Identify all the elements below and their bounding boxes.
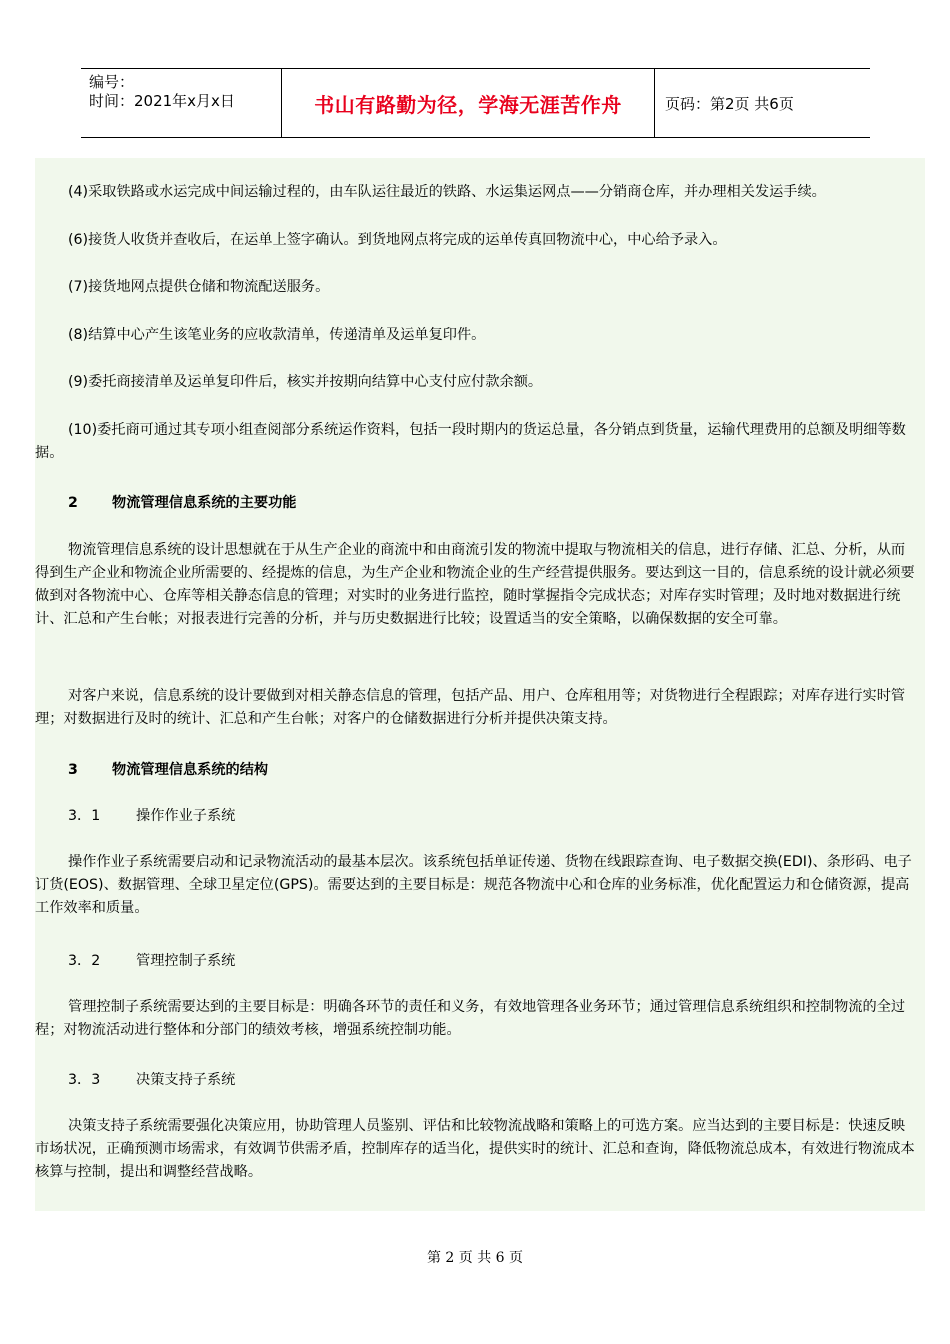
subsection-heading (68, 1069, 235, 1089)
paragraph: 管理控制子系统需要达到的主要目标是：明确各环节的责任和义务，有效地管理各业务环节；通过管理信息系统组织和控制物流的全过程；对物流活动进行整体和分部门的绩效考核，增强系统控制功能。 (35, 999, 906, 1038)
document-body (35, 158, 925, 1211)
list-item: (4)采取铁路或水运完成中间运输过程的，由车队运往最近的铁路、水运集运网点——分销商仓库，并办理相关发运手续。 (68, 184, 826, 200)
subsection-title: 管理控制子系统 (136, 953, 236, 969)
list-item: (6)接货人收货并查收后，在运单上签字确认。到货地网点将完成的运单传真回物流中心，中心给予录入。 (68, 232, 727, 248)
paragraph: 操作作业子系统需要启动和记录物流活动的最基本层次。该系统包括单证传递、货物在线跟踪查询、电子数据交换(EDI)、条形码、电子订货(EOS)、数据管理、全球卫星定位(GPS)。需要达到的主要目标是：规范各物流中心和仓库的业务标准，优化配置运力和仓储资源，提高工作效率和质量。 (35, 854, 912, 916)
subsection-title: 操作作业子系统 (136, 808, 236, 824)
list-item: (7)接货地网点提供仓储和物流配送服务。 (68, 279, 330, 295)
section-title: 物流管理信息系统的主要功能 (112, 495, 297, 511)
list-item: (9)委托商接清单及运单复印件后，核实并按期向结算中心支付应付款余额。 (68, 374, 543, 390)
header-page-info: 页码：第2页 共6页 (665, 94, 794, 113)
section-heading (68, 759, 268, 779)
paragraph: 物流管理信息系统的设计思想就在于从生产企业的商流中和由商流引发的物流中提取与物流相关的信息，进行存储、汇总、分析，从而得到生产企业和物流企业所需要的、经提炼的信息，为生产企业和物流企业的生产经营提供服务。要达到这一目的，信息系统的设计就必须要做到对各物流中心、仓库等相关静态信息的管理；对实时的业务进行监控，随时掌握指令完成状态；对库存实时管理；及时地对数据进行统计、汇总和产生台帐；对报表进行完善的分析，并与历史数据进行比较；设置适当的安全策略，以确保数据的安全可靠。 (35, 542, 915, 627)
section-number: 3 (68, 762, 78, 778)
page-footer: 第 2 页 共 6 页 (426, 1250, 524, 1266)
code-label: 编号： (89, 73, 135, 91)
subsection-number: 3．3 (68, 1072, 101, 1088)
section-number: 2 (68, 495, 78, 511)
list-item: (8)结算中心产生该笔业务的应收款清单，传递清单及运单复印件。 (68, 327, 486, 343)
subsection-heading (68, 805, 235, 825)
section-title: 物流管理信息系统的结构 (112, 762, 269, 778)
time-label: 时间：2021年x月x日 (89, 92, 235, 110)
paragraph: 决策支持子系统需要强化决策应用，协助管理人员鉴别、评估和比较物流战略和策略上的可选方案。应当达到的主要目标是：快速反映市场状况，正确预测市场需求，有效调节供需矛盾，控制库存的适当化，提供实时的统计、汇总和查询，降低物流总成本，有效进行物流成本核算与控制，提出和调整经营战略。 (35, 1118, 915, 1180)
header-motto: 书山有路勤为径，学海无涯苦作舟 (282, 69, 655, 137)
list-item: (10)委托商可通过其专项小组查阅部分系统运作资料，包括一段时期内的货运总量，各分销点到货量，运输代理费用的总额及明细等数据。 (35, 422, 906, 461)
subsection-heading (68, 950, 235, 970)
header-meta (81, 69, 282, 137)
section-heading (68, 492, 296, 512)
paragraph: 对客户来说，信息系统的设计要做到对相关静态信息的管理，包括产品、用户、仓库租用等；对货物进行全程跟踪；对库存进行实时管理；对数据进行及时的统计、汇总和产生台帐；对客户的仓储数据进行分析并提供决策支持。 (35, 688, 906, 727)
subsection-number: 3．2 (68, 953, 101, 969)
subsection-number: 3．1 (68, 808, 101, 824)
subsection-title: 决策支持子系统 (136, 1072, 236, 1088)
page-header (81, 68, 870, 138)
